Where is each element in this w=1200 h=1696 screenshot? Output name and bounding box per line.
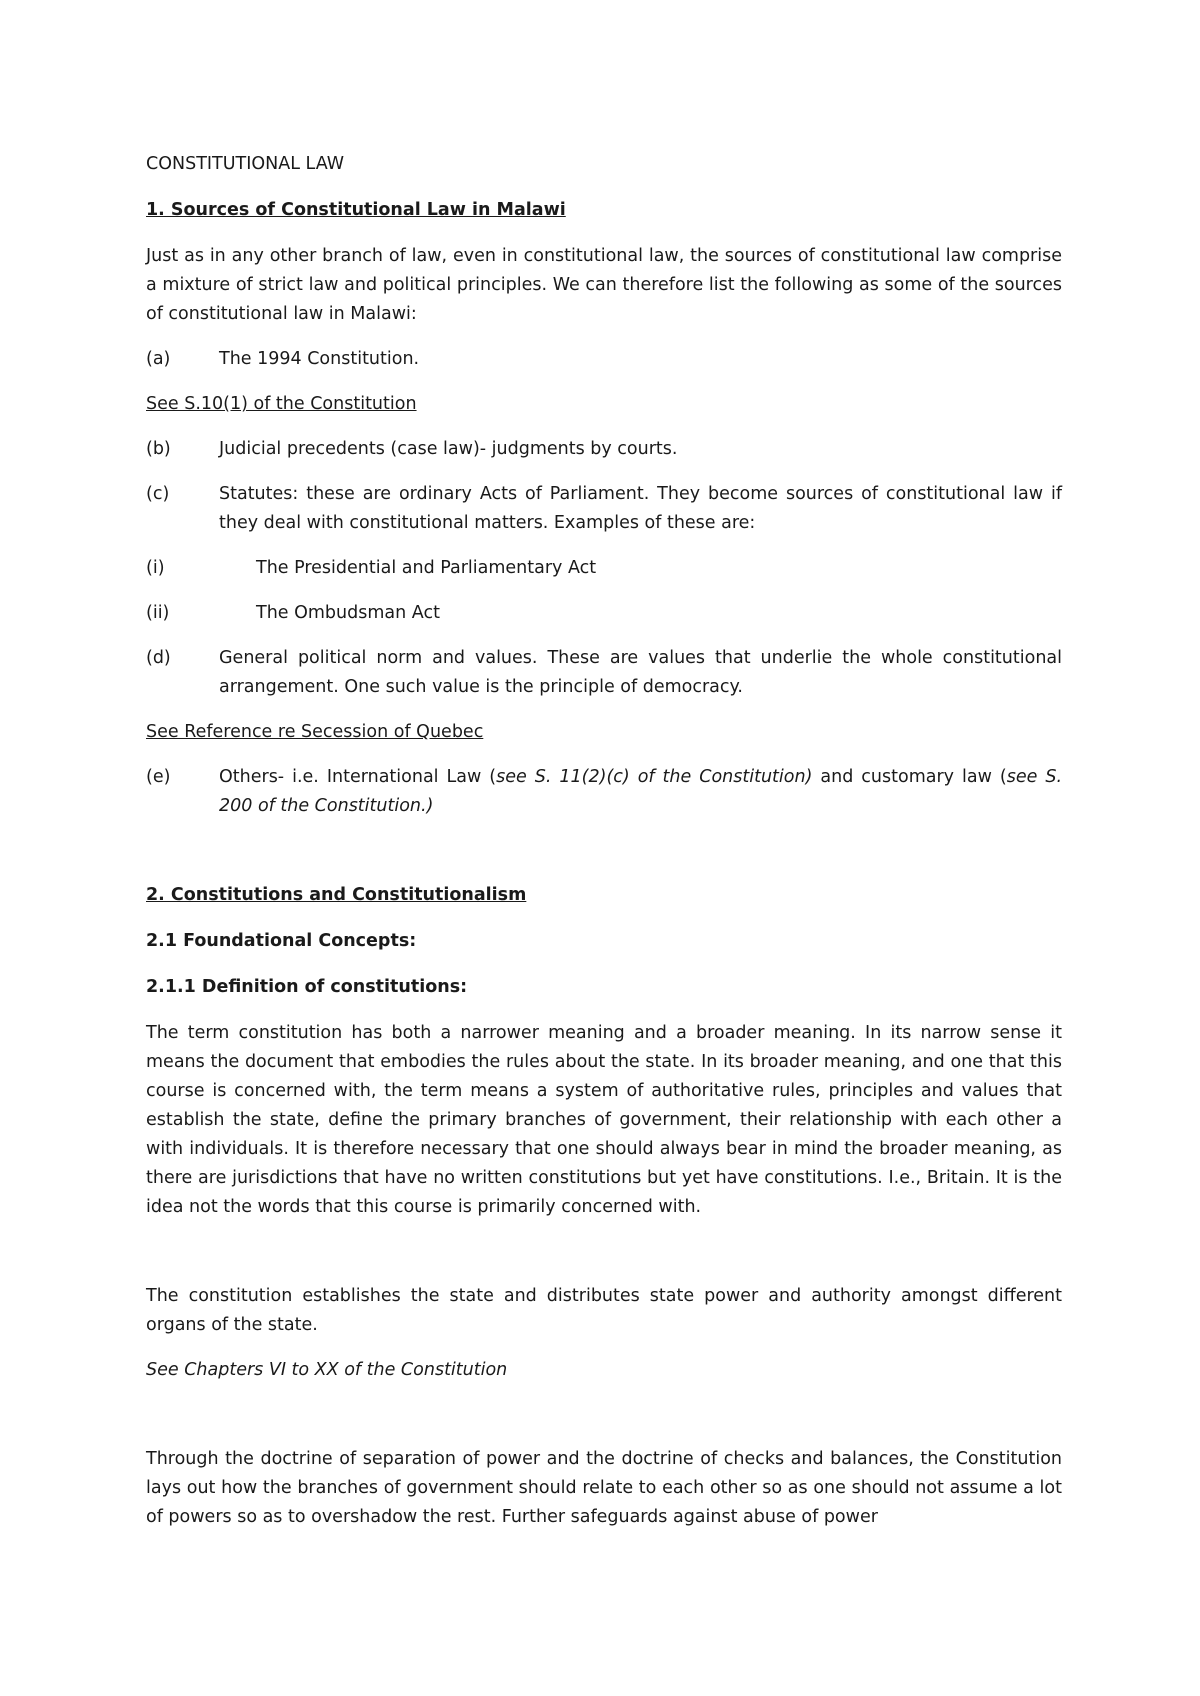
section-2-heading: 2. Constitutions and Constitutionalism bbox=[146, 885, 527, 905]
list-text bbox=[219, 763, 1062, 821]
establishes-paragraph: The constitution establishes the state and distributes state power and authority amongst different organs of the state. bbox=[146, 1286, 1062, 1335]
list-marker: (ii) bbox=[146, 603, 170, 623]
list-item-i bbox=[146, 554, 1062, 583]
definition-paragraph: The term constitution has both a narrower meaning and a broader meaning. In its narrow sense it means the document that embodies the rules about the state. In its broader meaning, and one that this course is concerned with, the term means a system of authoritative rules, principles and values that establish the state, define the primary branches of government, their relationship with each other a with individuals. It is therefore necessary that one should always bear in mind the broader meaning, as there are jurisdictions that have no written constitutions but yet have constitutions. I.e., Britain. It is the idea not the words that this course is primarily concerned with. bbox=[146, 1023, 1062, 1217]
list-text: The Ombudsman Act bbox=[256, 603, 440, 623]
list-marker: (a) bbox=[146, 349, 171, 369]
list-marker: (i) bbox=[146, 558, 165, 578]
citation-s11: see S. 11(2)(c) of the Constitution) bbox=[496, 767, 813, 787]
section-2-1-1-heading: 2.1.1 Definition of constitutions: bbox=[146, 977, 468, 997]
reference-s10: See S.10(1) of the Constitution bbox=[146, 394, 417, 414]
list-marker: (d) bbox=[146, 648, 171, 668]
list-item-a bbox=[146, 345, 1062, 374]
reference-chapters: See Chapters VI to XX of the Constitution bbox=[146, 1360, 508, 1380]
list-item-c bbox=[146, 480, 1062, 538]
list-text-part: Others- i.e. International Law ( bbox=[219, 767, 497, 787]
list-item-ii bbox=[146, 599, 1062, 628]
list-text: General political norm and values. These are values that underlie the whole constitutional arrangement. One such value is the principle of democracy. bbox=[219, 648, 1062, 697]
citation-s200: see S. 200 of the Constitution.) bbox=[219, 767, 1063, 816]
list-item-e bbox=[146, 763, 1062, 821]
list-marker: (b) bbox=[146, 439, 171, 459]
list-text: The 1994 Constitution. bbox=[219, 349, 420, 369]
document-title: CONSTITUTIONAL LAW bbox=[146, 154, 345, 174]
list-item-d bbox=[146, 644, 1062, 702]
list-marker: (e) bbox=[146, 767, 171, 787]
list-item-b bbox=[146, 435, 1062, 464]
list-text: Judicial precedents (case law)- judgments by courts. bbox=[219, 439, 678, 459]
list-marker: (c) bbox=[146, 484, 170, 504]
section-1-heading: 1. Sources of Constitutional Law in Malawi bbox=[146, 200, 566, 220]
doctrine-paragraph: Through the doctrine of separation of power and the doctrine of checks and balances, the Constitution lays out how the branches of government should relate to each other so as one should not assume a lot of powers so as to overshadow the rest. Further safeguards against abuse of power bbox=[146, 1449, 1062, 1527]
section-2-1-heading: 2.1 Foundational Concepts: bbox=[146, 931, 417, 951]
reference-quebec: See Reference re Secession of Quebec bbox=[146, 722, 484, 742]
section-1-intro: Just as in any other branch of law, even in constitutional law, the sources of constitutional law comprise a mixture of strict law and political principles. We can therefore list the following as some of the sources of constitutional law in Malawi: bbox=[146, 246, 1062, 324]
list-text: Statutes: these are ordinary Acts of Parliament. They become sources of constitutional law if they deal with constitutional matters. Examples of these are: bbox=[219, 484, 1062, 533]
list-text: The Presidential and Parliamentary Act bbox=[256, 558, 597, 578]
list-text-part: and customary law ( bbox=[812, 767, 1007, 787]
document-body bbox=[146, 150, 1062, 1532]
